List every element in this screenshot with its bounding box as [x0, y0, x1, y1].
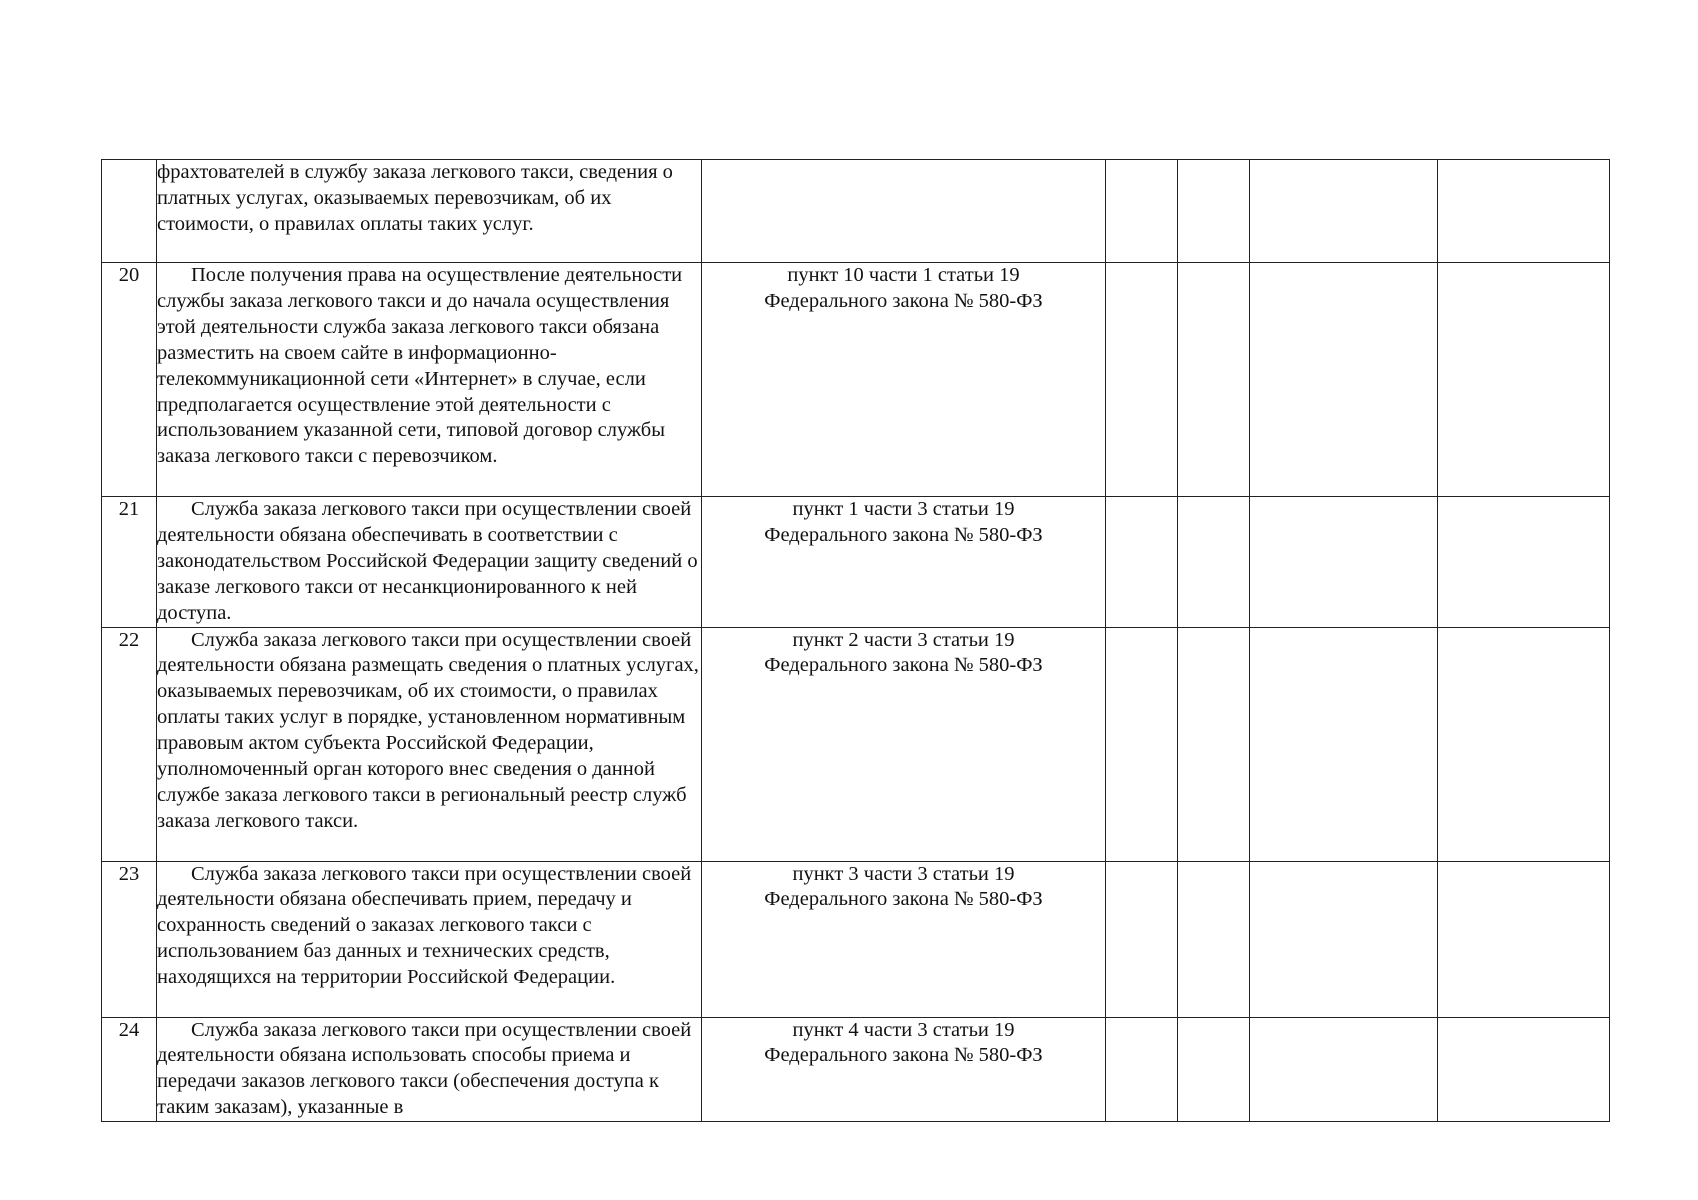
- requirement-cell: [157, 1017, 702, 1122]
- legal-reference-cell: [702, 160, 1106, 263]
- row-number: 23: [102, 861, 157, 1017]
- answer-yes-cell[interactable]: [1106, 861, 1178, 1017]
- requirement-cell: [157, 627, 702, 861]
- answer-no-cell[interactable]: [1178, 1017, 1250, 1122]
- requirement-cell: [157, 263, 702, 497]
- requirement-text: Служба заказа легкового такси при осуществлении своей деятельности обязана размещать сведения о платных услугах, оказываемых перевозчикам, об их стоимости, о правилах оплаты таких услуг в порядке, установленном нормативным правовым актом субъекта Российской Федерации, уполномоченный орган которого внес сведения о данной службе заказа легкового такси в региональный реестр служб заказа легкового такси.: [157, 628, 699, 832]
- notes-cell[interactable]: [1438, 861, 1610, 1017]
- reference-law: Федерального закона № 580-ФЗ: [764, 1044, 1043, 1067]
- reference-clause: пункт 10 части 1 статьи 19: [787, 264, 1020, 286]
- notes-cell[interactable]: [1438, 627, 1610, 861]
- table-row: [102, 497, 1610, 628]
- legal-reference-cell: [702, 497, 1106, 628]
- table-row: [102, 263, 1610, 497]
- requirement-text: После получения права на осуществление деятельности службы заказа легкового такси и до начала осуществления этой деятельности служба заказа легкового такси обязана разместить на своем сайте в информационно-телекоммуникационной сети «Интернет» в случае, если предполагается осуществление этой деятельности с использованием указанной сети, типовой договор службы заказа легкового такси с перевозчиком.: [157, 264, 683, 468]
- answer-no-cell[interactable]: [1178, 627, 1250, 861]
- reference-clause: пункт 1 части 3 статьи 19: [792, 498, 1015, 520]
- notes-cell[interactable]: [1438, 263, 1610, 497]
- reference-law: Федерального закона № 580-ФЗ: [764, 523, 1043, 546]
- answer-na-cell[interactable]: [1250, 861, 1438, 1017]
- answer-na-cell[interactable]: [1250, 497, 1438, 628]
- row-number: 22: [102, 627, 157, 861]
- answer-na-cell[interactable]: [1250, 1017, 1438, 1122]
- requirement-cell: [157, 497, 702, 628]
- table-row: [102, 160, 1610, 263]
- answer-no-cell[interactable]: [1178, 160, 1250, 263]
- notes-cell[interactable]: [1438, 497, 1610, 628]
- requirement-text: фрахтователей в службу заказа легкового такси, сведения о платных услугах, оказываемых перевозчикам, об их стоимости, о правилах оплаты таких услуг.: [157, 161, 673, 235]
- reference-law: Федерального закона № 580-ФЗ: [764, 289, 1043, 312]
- legal-reference-cell: [702, 1017, 1106, 1122]
- answer-na-cell[interactable]: [1250, 263, 1438, 497]
- answer-na-cell[interactable]: [1250, 627, 1438, 861]
- requirement-text: Служба заказа легкового такси при осуществлении своей деятельности обязана обеспечивать в соответствии с законодательством Российской Федерации защиту сведений о заказе легкового такси от несанкционированного к ней доступа.: [157, 498, 698, 624]
- reference-clause: пункт 3 части 3 статьи 19: [792, 862, 1015, 885]
- reference-clause: пункт 2 части 3 статьи 19: [792, 628, 1015, 651]
- answer-no-cell[interactable]: [1178, 861, 1250, 1017]
- notes-cell[interactable]: [1438, 160, 1610, 263]
- answer-na-cell[interactable]: [1250, 160, 1438, 263]
- row-number: [102, 160, 157, 263]
- checklist-table: [101, 159, 1610, 1122]
- legal-reference-cell: [702, 263, 1106, 497]
- answer-no-cell[interactable]: [1178, 497, 1250, 628]
- legal-reference-cell: [702, 861, 1106, 1017]
- requirement-cell: [157, 160, 702, 263]
- requirement-cell: [157, 861, 702, 1017]
- reference-law: Федерального закона № 580-ФЗ: [764, 654, 1043, 677]
- answer-yes-cell[interactable]: [1106, 263, 1178, 497]
- row-number: 20: [102, 263, 157, 497]
- notes-cell[interactable]: [1438, 1017, 1610, 1122]
- reference-clause: пункт 4 части 3 статьи 19: [792, 1018, 1015, 1041]
- table-row: [102, 1017, 1610, 1122]
- legal-reference-cell: [702, 627, 1106, 861]
- requirement-text: Служба заказа легкового такси при осуществлении своей деятельности обязана использовать способы приема и передачи заказов легкового такси (обеспечения доступа к таким заказам), указанные в: [157, 1018, 692, 1119]
- answer-yes-cell[interactable]: [1106, 160, 1178, 263]
- row-number: 21: [102, 497, 157, 628]
- requirement-text: Служба заказа легкового такси при осуществлении своей деятельности обязана обеспечивать прием, передачу и сохранность сведений о заказах легкового такси с использованием баз данных и технических средств, находящихся на территории Российской Федерации.: [157, 862, 692, 989]
- row-number: 24: [102, 1017, 157, 1122]
- answer-yes-cell[interactable]: [1106, 627, 1178, 861]
- table-row: [102, 627, 1610, 861]
- table-row: [102, 861, 1610, 1017]
- answer-no-cell[interactable]: [1178, 263, 1250, 497]
- answer-yes-cell[interactable]: [1106, 497, 1178, 628]
- answer-yes-cell[interactable]: [1106, 1017, 1178, 1122]
- reference-law: Федерального закона № 580-ФЗ: [764, 888, 1043, 911]
